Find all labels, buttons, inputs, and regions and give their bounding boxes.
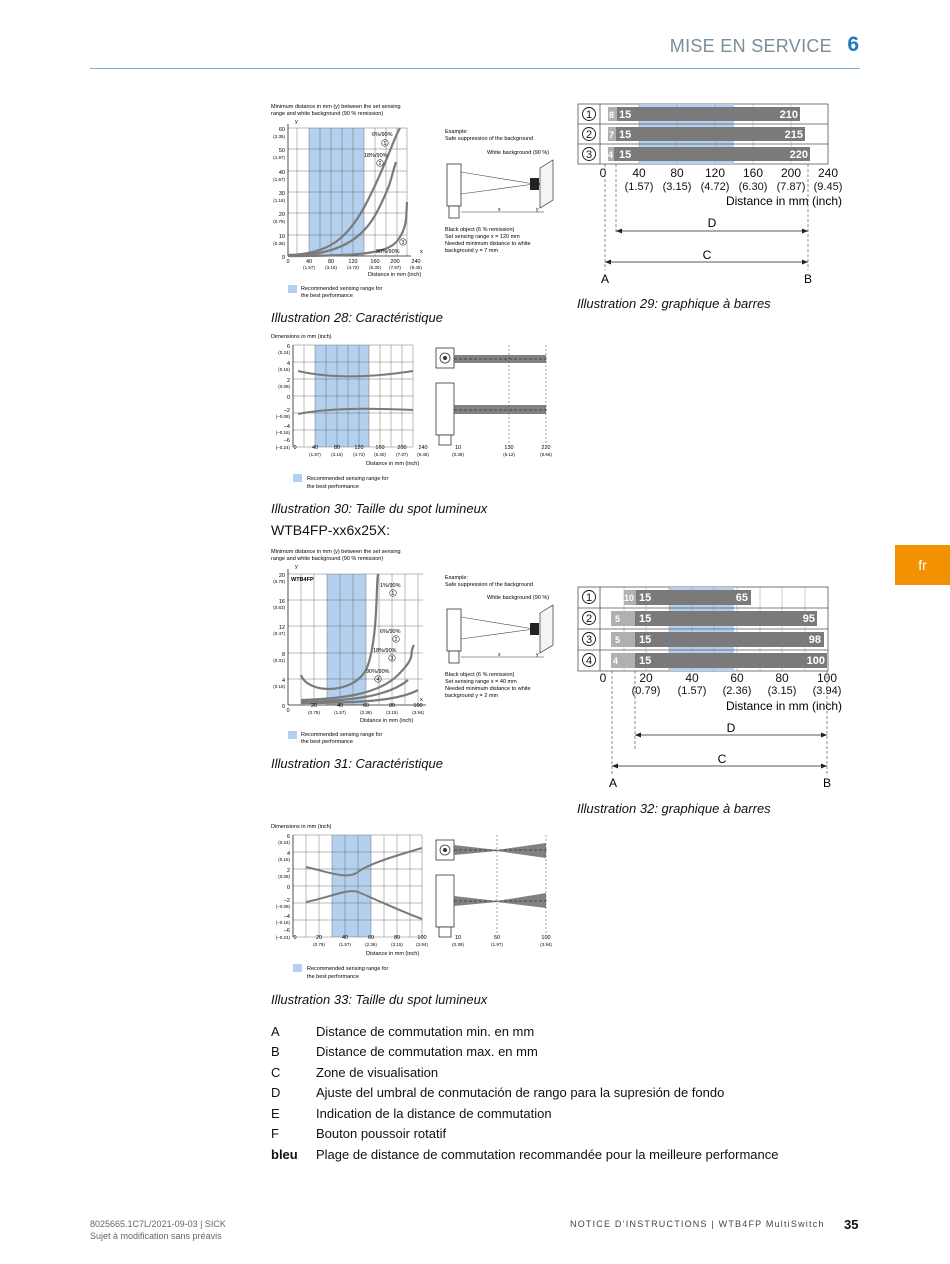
fig33-y-ticks: [276, 834, 291, 940]
svg-text:20: 20: [278, 573, 285, 579]
svg-text:210: 210: [779, 109, 798, 121]
svg-text:4: 4: [585, 655, 593, 667]
figure-31-characteristic: [268, 545, 568, 750]
fig28-y-ticks: [273, 127, 285, 261]
figure-30-spot-size: [268, 330, 568, 495]
svg-text:(0.39): (0.39): [452, 452, 464, 457]
svg-text:Set sensing range x = 40 mm: Set sensing range x = 40 mm: [445, 679, 517, 685]
svg-text:(2.36): (2.36): [722, 685, 752, 697]
svg-text:Recommended sensing range for: Recommended sensing range for: [301, 732, 383, 738]
svg-text:–4: –4: [283, 424, 290, 430]
svg-text:0: 0: [599, 166, 607, 180]
svg-text:A: A: [600, 272, 610, 286]
svg-text:50: 50: [278, 148, 285, 154]
svg-text:x: x: [420, 697, 423, 703]
svg-text:y: y: [295, 564, 298, 570]
figure-29-bar-chart: [574, 100, 854, 288]
svg-text:(1.18): (1.18): [273, 198, 285, 203]
header-divider: [90, 68, 860, 69]
svg-text:(3.15): (3.15): [331, 452, 343, 457]
svg-text:2: 2: [585, 129, 593, 141]
svg-text:range and white background (90: range and white background (90 % remission): [271, 556, 384, 562]
fig30-side-ticks: [452, 445, 552, 457]
svg-text:160: 160: [375, 445, 385, 451]
figure-28-caption: Illustration 28: Caractéristique: [271, 310, 443, 325]
svg-text:Distance in mm (inch): Distance in mm (inch): [366, 951, 420, 957]
svg-text:(9.45): (9.45): [417, 452, 429, 457]
svg-text:A: A: [608, 776, 618, 790]
svg-text:18%/90%: 18%/90%: [364, 153, 388, 159]
svg-text:–6: –6: [283, 928, 290, 934]
svg-text:4: 4: [286, 851, 290, 857]
svg-text:50: 50: [493, 935, 501, 941]
figure-30-caption: Illustration 30: Taille du spot lumineux: [271, 501, 488, 516]
svg-text:(1.57): (1.57): [303, 265, 315, 270]
fig30-x-ticks: [293, 445, 429, 457]
svg-text:y: y: [536, 652, 539, 658]
svg-text:(1.57): (1.57): [309, 452, 321, 457]
model-heading: WTB4FP-xx6x25X:: [271, 522, 391, 538]
fig28-legend-swatch: [288, 285, 297, 293]
svg-text:160: 160: [370, 259, 380, 265]
svg-text:(0.79): (0.79): [273, 219, 285, 224]
page-number: 35: [844, 1217, 859, 1232]
svg-text:Black object (6 % remission): Black object (6 % remission): [445, 227, 515, 233]
svg-text:(0.16): (0.16): [278, 857, 290, 862]
svg-text:1: 1: [391, 591, 395, 597]
fig31-y-ticks: [273, 573, 285, 710]
svg-text:20: 20: [310, 703, 318, 709]
svg-text:–4: –4: [283, 914, 290, 920]
svg-text:background y = 2 mm: background y = 2 mm: [445, 693, 499, 699]
svg-text:6: 6: [286, 834, 290, 840]
svg-text:(9.45): (9.45): [410, 265, 422, 270]
svg-text:(6.30): (6.30): [374, 452, 386, 457]
svg-text:Example:: Example:: [445, 575, 468, 581]
svg-text:(0.08): (0.08): [278, 384, 290, 389]
svg-text:(0.24): (0.24): [278, 350, 290, 355]
svg-text:2: 2: [585, 613, 593, 625]
svg-text:40: 40: [336, 703, 344, 709]
svg-text:(3.15): (3.15): [662, 181, 692, 193]
svg-text:60: 60: [362, 703, 370, 709]
svg-text:(3.15): (3.15): [767, 685, 797, 697]
svg-text:2: 2: [286, 378, 290, 384]
fig29-x-ticks: [600, 166, 843, 193]
svg-text:4: 4: [281, 678, 285, 684]
svg-text:7: 7: [609, 130, 615, 140]
svg-text:90%/90%: 90%/90%: [376, 249, 400, 255]
svg-text:(–0.16): (–0.16): [275, 920, 290, 925]
svg-text:8: 8: [609, 110, 615, 120]
svg-text:10: 10: [454, 935, 462, 941]
svg-text:4: 4: [286, 361, 290, 367]
svg-text:15: 15: [619, 149, 632, 161]
svg-text:C: C: [702, 248, 712, 262]
svg-text:2: 2: [286, 868, 290, 874]
svg-text:(0.79): (0.79): [308, 710, 320, 715]
svg-text:(1.57): (1.57): [677, 685, 707, 697]
svg-text:(1.57): (1.57): [339, 942, 351, 947]
svg-text:(3.94): (3.94): [540, 942, 552, 947]
fig32-x-ticks: [600, 671, 842, 697]
svg-text:240: 240: [411, 259, 421, 265]
svg-text:5: 5: [615, 614, 621, 624]
figure-29-caption: Illustration 29: graphique à barres: [577, 296, 771, 311]
svg-text:240: 240: [817, 166, 839, 180]
svg-text:15: 15: [639, 634, 652, 646]
figure-33-spot-size: [268, 820, 568, 985]
svg-text:B: B: [822, 776, 832, 790]
svg-text:60: 60: [278, 127, 285, 133]
svg-text:(4.72): (4.72): [700, 181, 730, 193]
svg-text:Recommended sensing range for: Recommended sensing range for: [301, 286, 383, 292]
svg-text:2: 2: [378, 161, 382, 167]
svg-text:(–0.08): (–0.08): [275, 414, 290, 419]
svg-text:(1.57): (1.57): [273, 177, 285, 182]
svg-text:x: x: [498, 207, 501, 213]
fig30-y-ticks: [276, 344, 291, 450]
svg-text:80: 80: [670, 166, 684, 180]
svg-text:0: 0: [281, 704, 285, 710]
svg-text:20: 20: [315, 935, 323, 941]
fig28-sensor-sketch: [447, 160, 553, 218]
svg-text:the best performance: the best performance: [301, 739, 353, 745]
svg-text:100: 100: [806, 655, 825, 667]
svg-text:30: 30: [278, 191, 285, 197]
svg-text:(–0.24): (–0.24): [275, 935, 290, 940]
svg-text:(0.08): (0.08): [278, 874, 290, 879]
fig28-ylabel-2: range and white background (90 % remission): [271, 111, 384, 117]
fig28-ylabel-1: Minimum distance in mm (y) between the set sensing: [271, 104, 401, 110]
svg-text:–6: –6: [283, 438, 290, 444]
svg-text:15: 15: [639, 613, 652, 625]
svg-text:Safe suppression of the backgr: Safe suppression of the background: [445, 136, 534, 142]
svg-text:(0.47): (0.47): [273, 631, 285, 636]
svg-text:Distance in mm (inch): Distance in mm (inch): [366, 461, 420, 467]
svg-text:(0.39): (0.39): [273, 241, 285, 246]
svg-text:220: 220: [789, 149, 808, 161]
svg-text:215: 215: [784, 129, 803, 141]
svg-text:130: 130: [504, 445, 514, 451]
svg-text:0: 0: [293, 935, 297, 941]
svg-text:Recommended sensing range for: Recommended sensing range for: [307, 476, 389, 482]
footer-doc-id: 8025665.1C7L/2021-09-03 | SICK: [90, 1219, 226, 1229]
svg-text:(3.94): (3.94): [416, 942, 428, 947]
svg-text:1%/90%: 1%/90%: [380, 583, 401, 589]
svg-text:40: 40: [685, 671, 699, 685]
svg-text:Example:: Example:: [445, 129, 468, 135]
figure-33-caption: Illustration 33: Taille du spot lumineux: [271, 992, 488, 1007]
svg-text:(6.30): (6.30): [738, 181, 768, 193]
svg-text:60: 60: [730, 671, 744, 685]
svg-text:0: 0: [293, 445, 297, 451]
svg-text:20: 20: [639, 671, 653, 685]
svg-text:98: 98: [808, 634, 821, 646]
svg-text:Distance in mm (inch): Distance in mm (inch): [725, 194, 842, 208]
svg-text:(0.24): (0.24): [278, 840, 290, 845]
svg-text:(–0.08): (–0.08): [275, 904, 290, 909]
figure-32-caption: Illustration 32: graphique à barres: [577, 801, 771, 816]
svg-text:(7.87): (7.87): [389, 265, 401, 270]
svg-text:Minimum distance in mm (y) bet: Minimum distance in mm (y) between the set sensing: [271, 549, 401, 555]
svg-text:65: 65: [735, 592, 748, 604]
svg-text:18%/90%: 18%/90%: [373, 648, 397, 654]
chapter-number: 6: [847, 33, 859, 56]
svg-text:Distance in mm (inch): Distance in mm (inch): [725, 699, 842, 713]
svg-text:x: x: [420, 249, 423, 255]
svg-text:6%/90%: 6%/90%: [380, 629, 401, 635]
fig31-sensor-sketch: [447, 605, 553, 663]
svg-text:40: 40: [632, 166, 646, 180]
fig33-side-ticks: [452, 935, 552, 947]
svg-text:WTB4FP: WTB4FP: [291, 577, 314, 583]
svg-text:60: 60: [367, 935, 375, 941]
svg-text:Needed minimum distance to whi: Needed minimum distance to white: [445, 686, 531, 692]
svg-text:Recommended sensing range for: Recommended sensing range for: [307, 966, 389, 972]
svg-text:(–0.16): (–0.16): [275, 430, 290, 435]
svg-text:Set sensing range x = 120 mm: Set sensing range x = 120 mm: [445, 234, 520, 240]
svg-text:(0.16): (0.16): [278, 367, 290, 372]
language-tab[interactable]: fr: [895, 545, 950, 585]
svg-text:10: 10: [454, 445, 462, 451]
svg-text:100: 100: [816, 671, 838, 685]
svg-text:White background (90 %): White background (90 %): [487, 595, 550, 601]
svg-text:0: 0: [286, 395, 290, 401]
svg-text:Needed minimum distance to whi: Needed minimum distance to white: [445, 241, 531, 247]
svg-text:1: 1: [585, 109, 593, 121]
svg-text:(3.94): (3.94): [812, 685, 842, 697]
svg-text:Safe suppression of the backgr: Safe suppression of the background: [445, 582, 534, 588]
svg-text:15: 15: [619, 109, 632, 121]
svg-text:(1.97): (1.97): [491, 942, 503, 947]
svg-text:3: 3: [585, 634, 593, 646]
svg-text:(2.36): (2.36): [273, 134, 285, 139]
svg-text:D: D: [707, 216, 717, 230]
svg-text:120: 120: [354, 445, 364, 451]
svg-text:80: 80: [388, 703, 396, 709]
svg-text:–2: –2: [283, 898, 290, 904]
svg-text:15: 15: [639, 592, 652, 604]
fig33-sensor-side-view: [436, 835, 548, 937]
svg-text:(3.94): (3.94): [412, 710, 424, 715]
svg-text:5: 5: [615, 635, 621, 645]
svg-text:(0.39): (0.39): [452, 942, 464, 947]
svg-text:(3.15): (3.15): [386, 710, 398, 715]
svg-text:200: 200: [397, 445, 407, 451]
svg-text:40: 40: [305, 259, 313, 265]
svg-text:80: 80: [333, 445, 341, 451]
svg-text:4: 4: [608, 150, 614, 160]
svg-text:White background (90 %): White background (90 %): [487, 150, 550, 156]
svg-text:0: 0: [286, 885, 290, 891]
svg-text:(0.16): (0.16): [273, 684, 285, 689]
svg-text:200: 200: [390, 259, 400, 265]
svg-text:20: 20: [278, 212, 285, 218]
svg-text:10: 10: [278, 234, 285, 240]
svg-text:(4.72): (4.72): [347, 265, 359, 270]
svg-text:1: 1: [383, 141, 387, 147]
svg-text:0: 0: [281, 255, 285, 261]
svg-text:the best performance: the best performance: [301, 293, 353, 299]
svg-text:6%/90%: 6%/90%: [372, 132, 393, 138]
figure-28-characteristic: [268, 100, 568, 305]
svg-text:Dimensions in mm (inch): Dimensions in mm (inch): [271, 334, 332, 340]
svg-text:(7.87): (7.87): [396, 452, 408, 457]
svg-text:(3.15): (3.15): [325, 265, 337, 270]
svg-text:Black object (6 % remission): Black object (6 % remission): [445, 672, 515, 678]
svg-text:(9.45): (9.45): [813, 181, 843, 193]
svg-text:(0.79): (0.79): [273, 579, 285, 584]
svg-text:90%/90%: 90%/90%: [366, 669, 390, 675]
svg-text:background y = 7 mm: background y = 7 mm: [445, 248, 499, 254]
svg-text:100: 100: [417, 935, 427, 941]
svg-text:y: y: [295, 119, 298, 125]
svg-text:(8.66): (8.66): [540, 452, 552, 457]
svg-text:(2.36): (2.36): [365, 942, 377, 947]
svg-text:16: 16: [278, 599, 285, 605]
svg-text:1: 1: [585, 592, 593, 604]
svg-text:(1.57): (1.57): [334, 710, 346, 715]
svg-text:240: 240: [418, 445, 428, 451]
svg-text:(3.15): (3.15): [391, 942, 403, 947]
svg-text:(–0.24): (–0.24): [275, 445, 290, 450]
svg-text:2: 2: [394, 637, 398, 643]
svg-text:D: D: [726, 721, 736, 735]
svg-text:(0.79): (0.79): [631, 685, 661, 697]
svg-text:B: B: [803, 272, 813, 286]
figure-31-caption: Illustration 31: Caractéristique: [271, 756, 443, 771]
footer-title: NOTICE D’INSTRUCTIONS | WTB4FP MultiSwitch: [570, 1219, 825, 1229]
svg-text:0: 0: [286, 708, 290, 714]
svg-text:120: 120: [348, 259, 358, 265]
svg-text:40: 40: [278, 170, 285, 176]
svg-text:3: 3: [401, 240, 405, 246]
svg-text:(0.79): (0.79): [313, 942, 325, 947]
svg-text:0: 0: [286, 259, 290, 265]
svg-text:(6.30): (6.30): [369, 265, 381, 270]
svg-text:80: 80: [327, 259, 335, 265]
svg-text:–2: –2: [283, 408, 290, 414]
svg-text:8: 8: [281, 652, 285, 658]
svg-text:100: 100: [541, 935, 551, 941]
svg-text:(7.87): (7.87): [776, 181, 806, 193]
svg-text:15: 15: [619, 129, 632, 141]
svg-text:the best performance: the best performance: [307, 974, 359, 980]
svg-text:(1.97): (1.97): [273, 155, 285, 160]
svg-text:3: 3: [390, 656, 394, 662]
chapter-title: MISE EN SERVICE: [669, 36, 832, 56]
svg-text:y: y: [536, 207, 539, 213]
fig30-sensor-side-view: [436, 345, 548, 445]
svg-text:Distance in mm (inch): Distance in mm (inch): [368, 272, 422, 278]
svg-text:6: 6: [286, 344, 290, 350]
svg-text:(0.63): (0.63): [273, 605, 285, 610]
legend-list: A Distance de commutation min. en mm B Distance de commutation max. en mm C Zone de visualisation D Ajuste del umbral de conmutación de rango para la supresión de fondo E Indication de la distance de commutation F Bouton poussoir rotatif bleu Plage de distance de commutation recommandée pour la meilleure performance: [271, 1024, 779, 1162]
svg-text:(5.12): (5.12): [503, 452, 515, 457]
svg-text:0: 0: [599, 671, 607, 685]
svg-text:40: 40: [341, 935, 349, 941]
svg-text:Dimensions in mm (inch): Dimensions in mm (inch): [271, 824, 332, 830]
svg-text:80: 80: [775, 671, 789, 685]
svg-text:(4.72): (4.72): [353, 452, 365, 457]
svg-text:C: C: [717, 752, 727, 766]
svg-text:15: 15: [639, 655, 652, 667]
svg-text:the best performance: the best performance: [307, 484, 359, 490]
svg-text:95: 95: [802, 613, 815, 625]
svg-text:220: 220: [541, 445, 551, 451]
svg-text:120: 120: [704, 166, 726, 180]
svg-text:100: 100: [413, 703, 423, 709]
svg-text:3: 3: [585, 149, 593, 161]
svg-text:10: 10: [624, 593, 635, 603]
footer-notice: Sujet à modification sans préavis: [90, 1231, 222, 1241]
svg-text:(1.57): (1.57): [624, 181, 654, 193]
fig28-x-ticks: [286, 259, 422, 270]
svg-text:40: 40: [311, 445, 319, 451]
svg-text:(2.36): (2.36): [360, 710, 372, 715]
svg-text:Distance in mm (inch): Distance in mm (inch): [360, 718, 414, 724]
svg-text:160: 160: [742, 166, 764, 180]
svg-text:(0.31): (0.31): [273, 658, 285, 663]
svg-text:80: 80: [393, 935, 401, 941]
figure-32-bar-chart: [574, 583, 854, 793]
svg-text:4: 4: [613, 656, 619, 666]
svg-text:200: 200: [780, 166, 802, 180]
svg-text:x: x: [498, 652, 501, 658]
footer-doc-info: [90, 1218, 226, 1242]
svg-text:4: 4: [376, 677, 380, 683]
svg-text:12: 12: [278, 625, 285, 631]
